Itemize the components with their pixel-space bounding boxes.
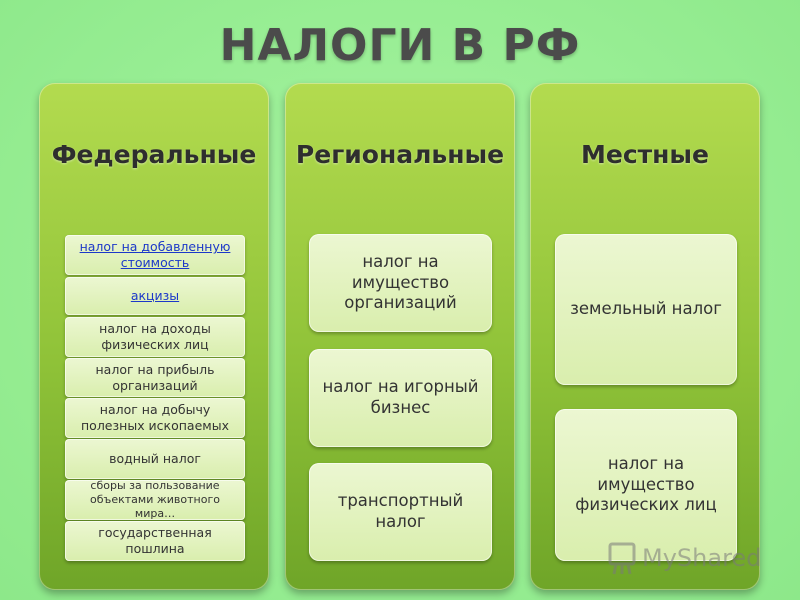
local-item-label: налог на имущество физических лиц	[575, 454, 717, 515]
federal-item-label: налог на прибыль организаций	[95, 361, 215, 393]
federal-item-excise[interactable]	[65, 277, 245, 315]
federal-item-label[interactable]: акцизы	[130, 288, 180, 304]
federal-column-title: Федеральные	[51, 140, 257, 169]
federal-item-label: налог на доходы физических лиц	[99, 321, 211, 352]
federal-item-label[interactable]: налог на добавленную стоимость	[79, 239, 231, 270]
regional-item-property	[309, 234, 492, 332]
local-item-land	[555, 234, 737, 385]
local-column-title: Местные	[581, 140, 709, 169]
regional-item-transport	[309, 463, 492, 561]
federal-item-label: сборы за пользование объектами животного мира…	[90, 479, 220, 520]
federal-item-label: водный налог	[109, 451, 201, 467]
federal-item-water	[65, 439, 245, 479]
shared-logo-icon	[606, 538, 776, 578]
federal-item-pit	[65, 317, 245, 357]
regional-item-label: налог на игорный бизнес	[322, 377, 479, 417]
federal-item-profit	[65, 358, 245, 397]
local-item-label: земельный налог	[570, 299, 722, 319]
watermark-logo	[606, 538, 776, 578]
regional-column-title: Региональные	[295, 140, 505, 169]
page-title: НАЛОГИ В РФ	[219, 20, 581, 71]
federal-item-label: государственная пошлина	[98, 525, 212, 556]
regional-item-label: налог на имущество организаций	[344, 252, 457, 313]
regional-item-label: транспортный налог	[337, 491, 464, 531]
federal-item-wildlife	[65, 480, 245, 520]
svg-text:MyShared: MyShared	[642, 544, 762, 572]
federal-item-duty	[65, 521, 245, 561]
regional-item-gambling	[309, 349, 492, 447]
federal-item-mining	[65, 398, 245, 438]
federal-item-vat[interactable]	[65, 235, 245, 275]
federal-item-label: налог на добычу полезных ископаемых	[81, 402, 229, 433]
